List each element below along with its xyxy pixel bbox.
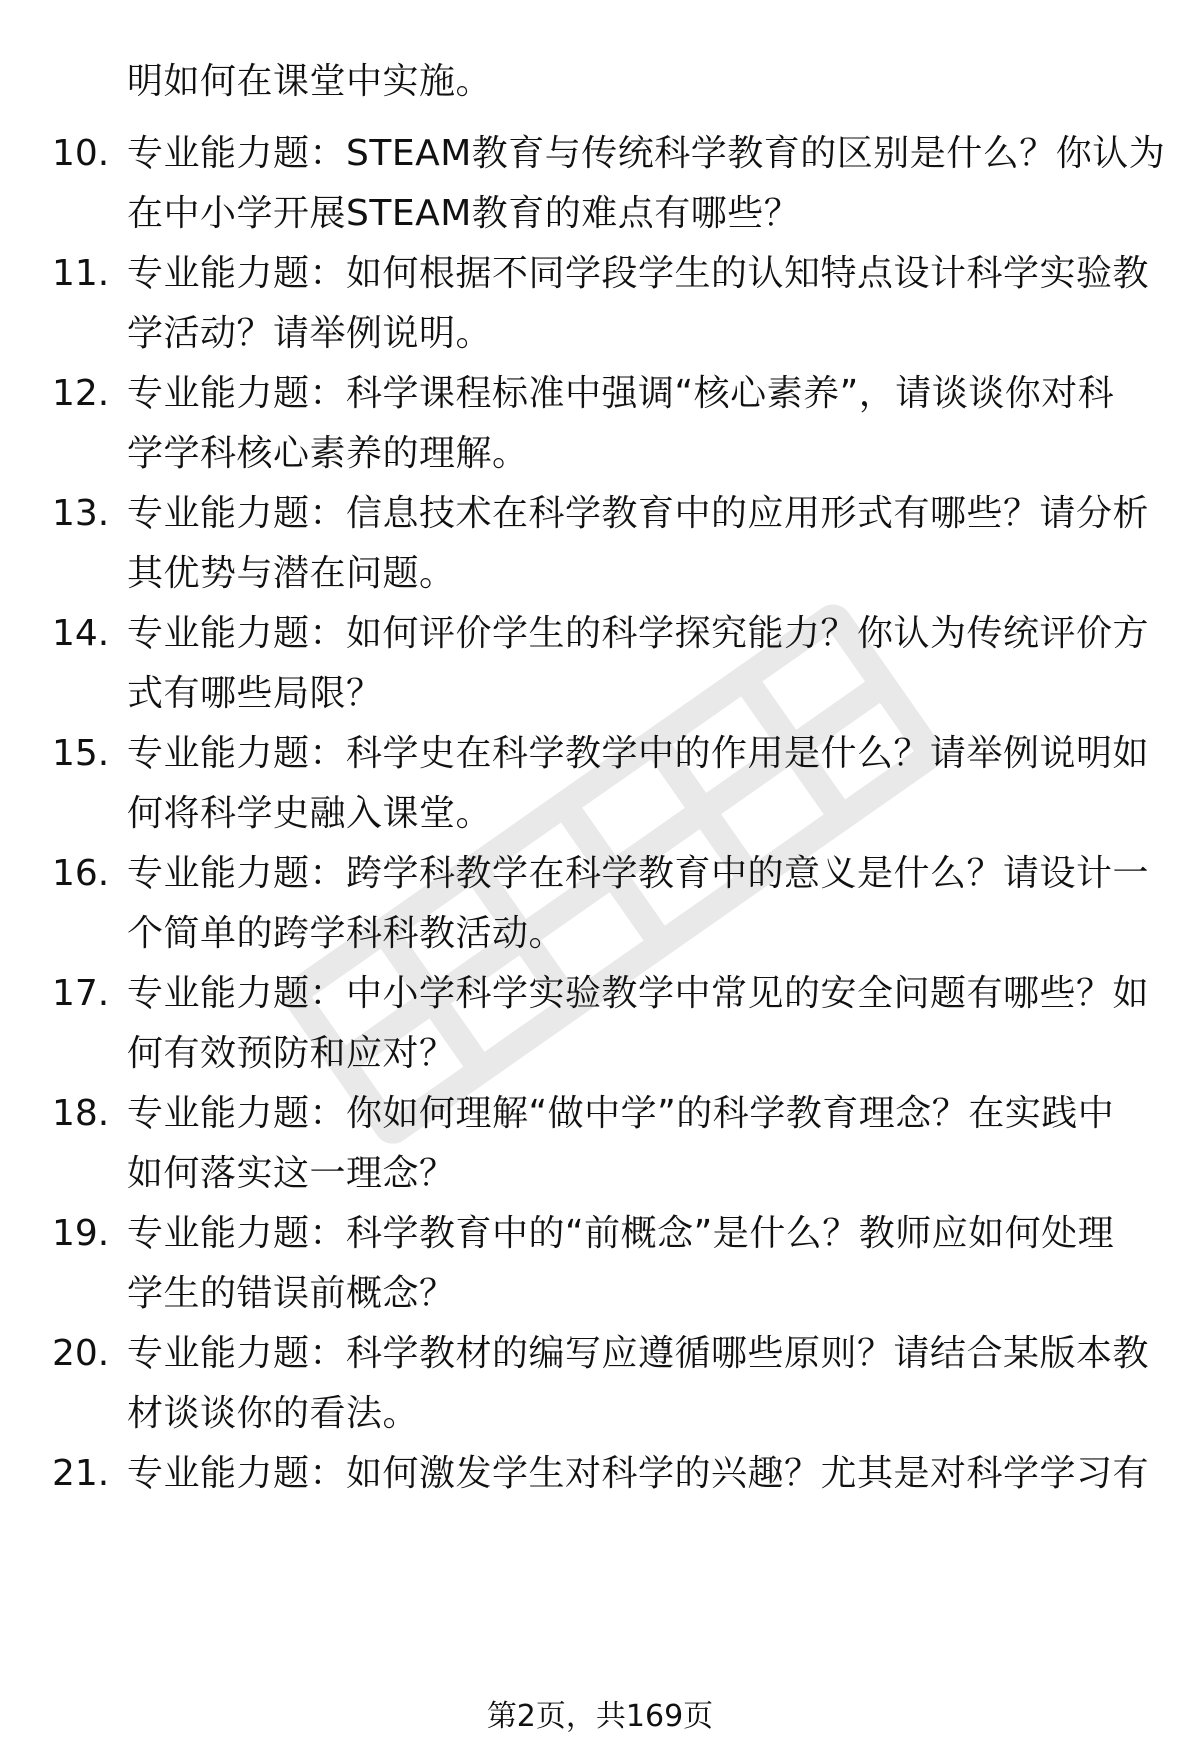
item-number: 19. <box>52 1213 110 1254</box>
item-number: 10. <box>52 133 110 174</box>
item-text-line1: 专业能力题：科学课程标准中强调“核心素养”，请谈谈你对科 <box>127 373 1115 414</box>
item-text-line2: 个简单的跨学科科教活动。 <box>127 913 566 954</box>
item-number: 20. <box>52 1333 110 1374</box>
item-text-line2: 学学科核心素养的理解。 <box>127 433 529 474</box>
item-text-line1: 专业能力题：科学教材的编写应遵循哪些原则？请结合某版本教 <box>127 1333 1150 1374</box>
item-number: 14. <box>52 613 110 654</box>
list-item <box>0 970 1200 1080</box>
item-text-line1: 专业能力题：跨学科教学在科学教育中的意义是什么？请设计一 <box>127 853 1150 894</box>
item-text-line2: 式有哪些局限？ <box>127 673 383 714</box>
item-number: 15. <box>52 733 110 774</box>
list-item <box>0 1330 1200 1440</box>
item-number: 11. <box>52 253 110 294</box>
list-item <box>0 850 1200 960</box>
list-item <box>0 490 1200 600</box>
item-text-line1: 专业能力题：如何激发学生对科学的兴趣？尤其是对科学学习有 <box>127 1453 1150 1494</box>
item-text-line1: 专业能力题：你如何理解“做中学”的科学教育理念？在实践中 <box>127 1093 1115 1134</box>
item-text-line1: 专业能力题：科学教育中的“前概念”是什么？教师应如何处理 <box>127 1213 1115 1254</box>
list-item <box>0 610 1200 720</box>
item-text-line1: 专业能力题：信息技术在科学教育中的应用形式有哪些？请分析 <box>127 493 1150 534</box>
item-text-line1: 专业能力题：STEAM教育与传统科学教育的区别是什么？你认为 <box>127 133 1166 174</box>
item-number: 21. <box>52 1453 110 1494</box>
item-number: 12. <box>52 373 110 414</box>
item-text-line2: 其优势与潜在问题。 <box>127 553 456 594</box>
list-item <box>0 1090 1200 1200</box>
item-number: 18. <box>52 1093 110 1134</box>
item-text-line2: 如何落实这一理念？ <box>127 1153 456 1194</box>
continuation-text: 明如何在课堂中实施。 <box>127 61 493 102</box>
page-footer: 第2页，共169页 <box>486 1699 714 1734</box>
item-text-line1: 专业能力题：如何评价学生的科学探究能力？你认为传统评价方 <box>127 613 1150 654</box>
list-item <box>0 1450 1200 1560</box>
item-number: 16. <box>52 853 110 894</box>
item-text-line2: 在中小学开展STEAM教育的难点有哪些？ <box>127 193 801 234</box>
item-text-line2: 材谈谈你的看法。 <box>127 1393 420 1434</box>
item-text-line2: 何将科学史融入课堂。 <box>127 793 493 834</box>
list-item <box>0 130 1200 240</box>
item-text-line2: 何有效预防和应对？ <box>127 1033 456 1074</box>
item-number: 17. <box>52 973 110 1014</box>
list-item <box>0 1210 1200 1320</box>
item-text-line2: 学活动？请举例说明。 <box>127 313 493 354</box>
item-text-line1: 专业能力题：如何根据不同学段学生的认知特点设计科学实验教 <box>127 253 1150 294</box>
list-item <box>0 250 1200 360</box>
item-text-line1: 专业能力题：中小学科学实验教学中常见的安全问题有哪些？如 <box>127 973 1150 1014</box>
list-item <box>0 730 1200 840</box>
item-number: 13. <box>52 493 110 534</box>
item-text-line1: 专业能力题：科学史在科学教学中的作用是什么？请举例说明如 <box>127 733 1150 774</box>
list-item <box>0 370 1200 480</box>
item-text-line2: 学生的错误前概念？ <box>127 1273 456 1314</box>
